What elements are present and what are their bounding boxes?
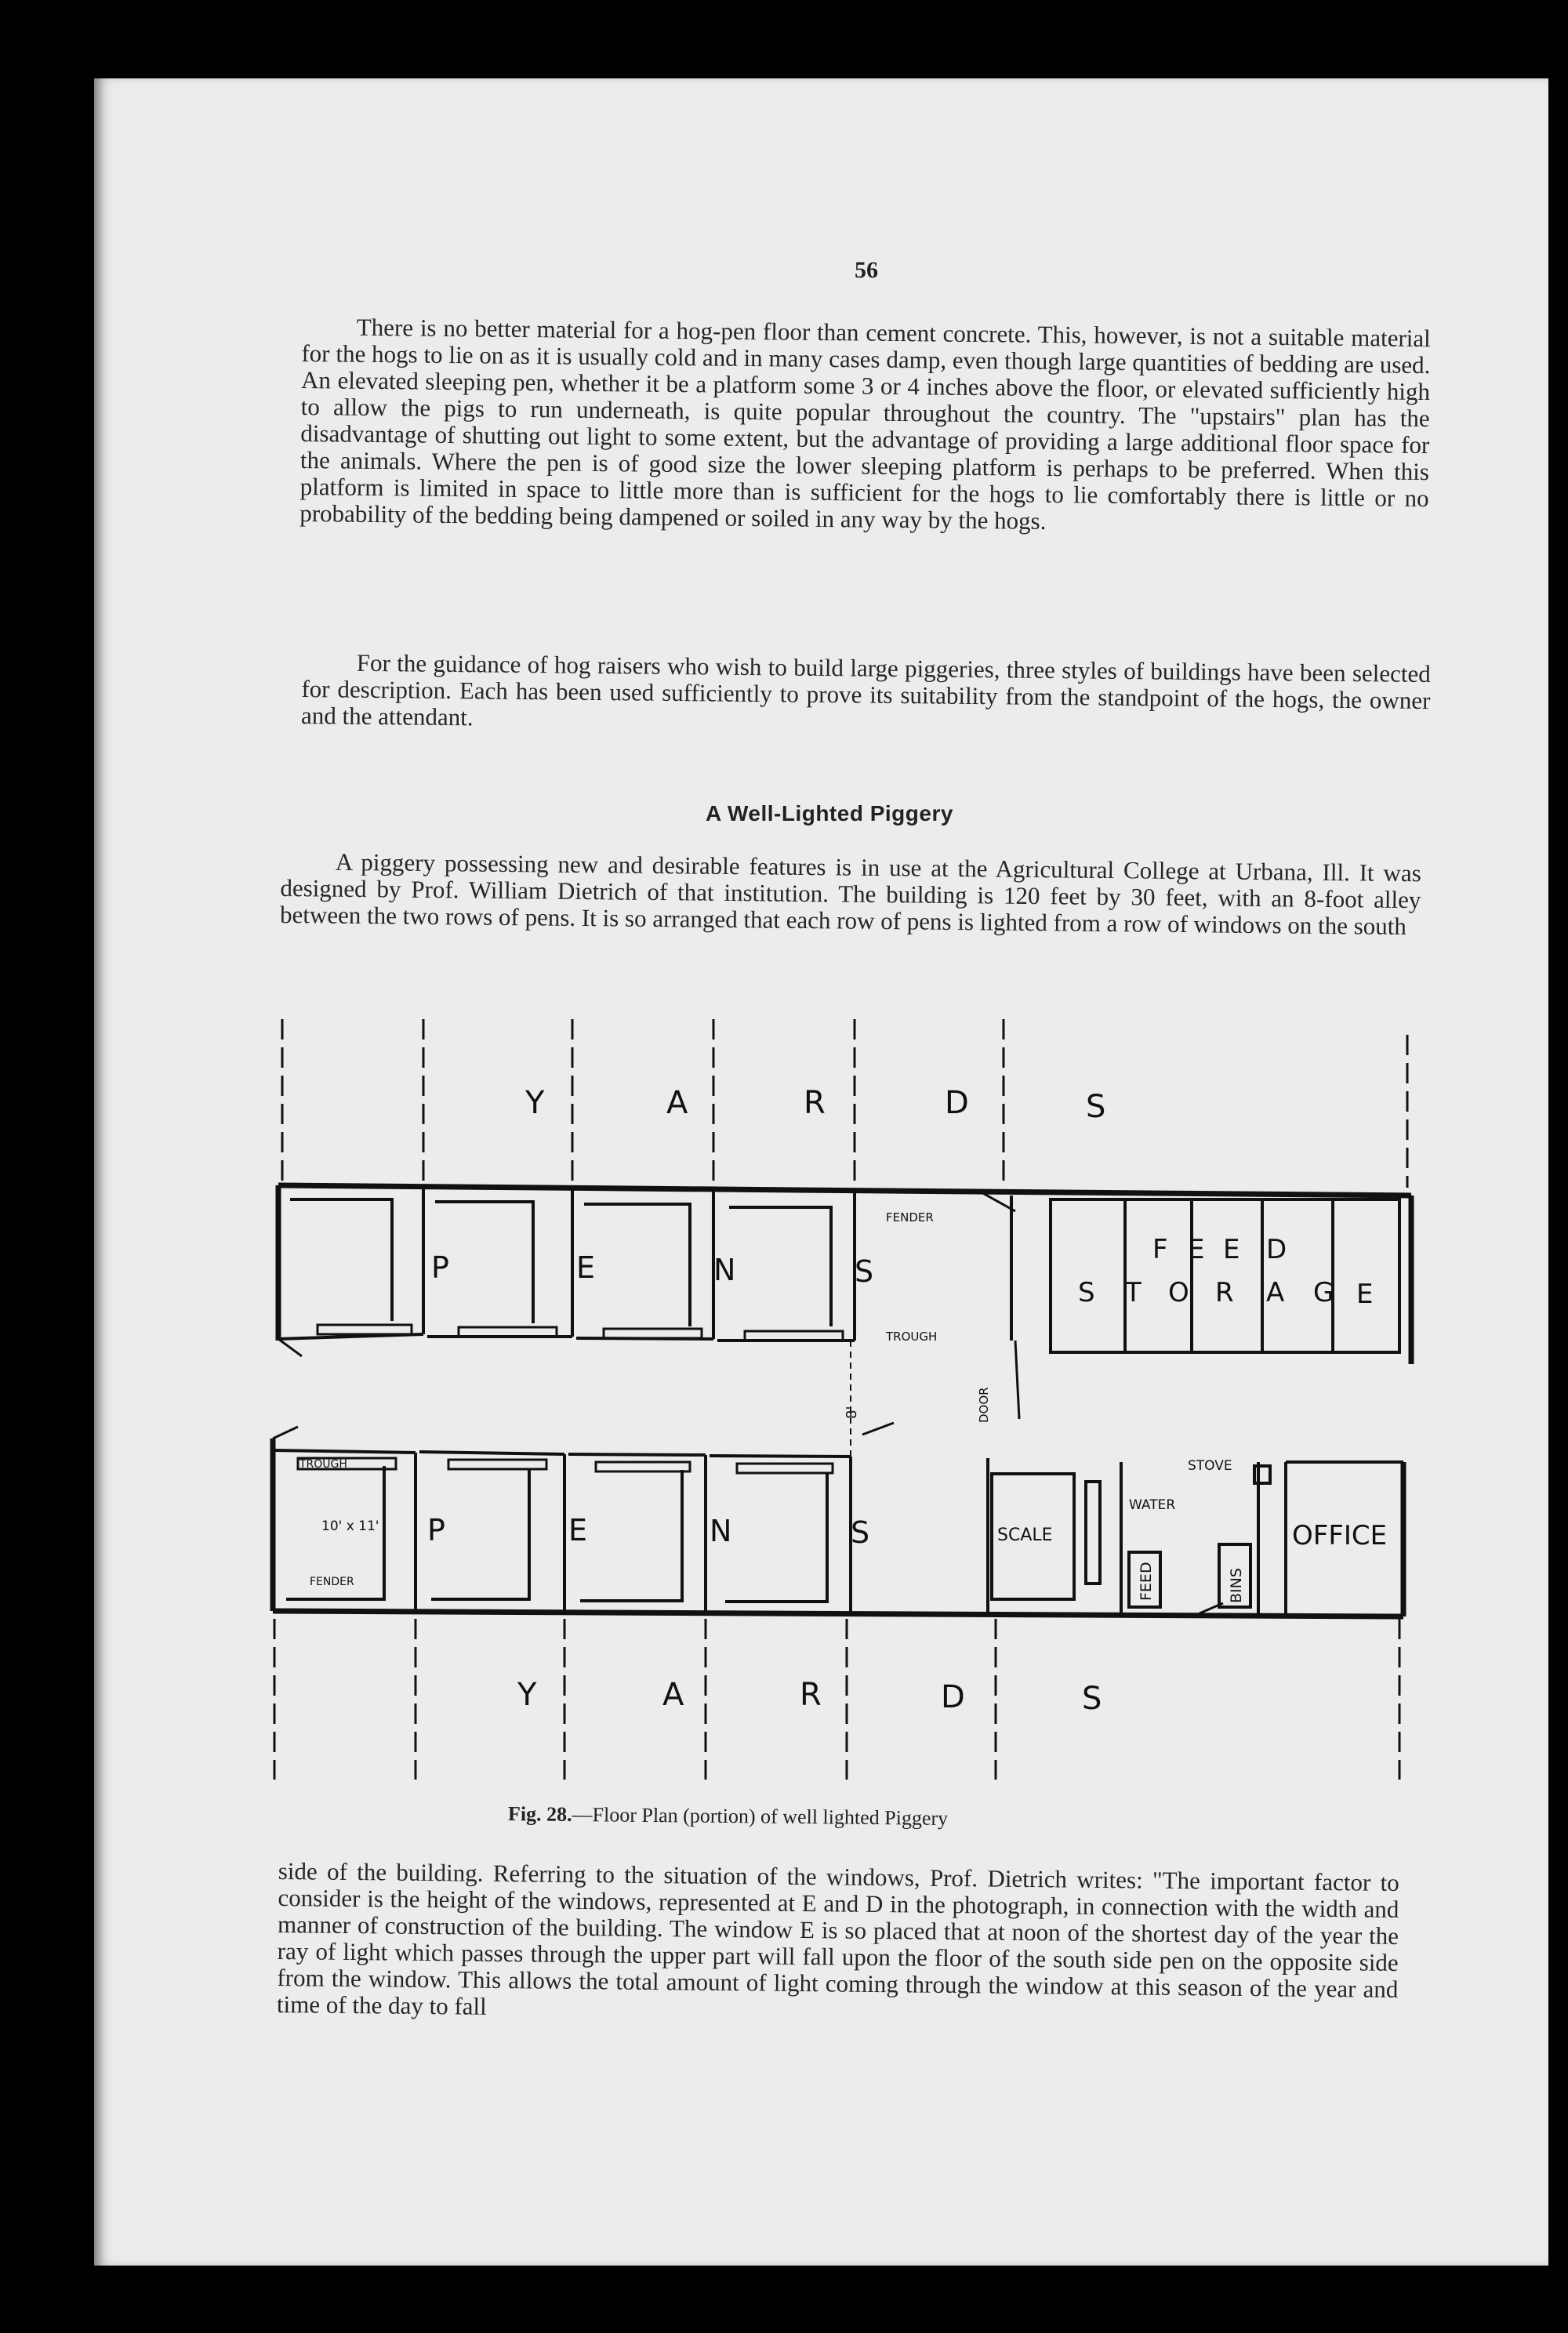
figure-number: Fig. 28. xyxy=(507,1802,572,1826)
storage-letter-2: T xyxy=(1125,1277,1142,1308)
trough-bottom-label: TROUGH xyxy=(299,1458,347,1471)
yards-top-letter-5: S xyxy=(1086,1089,1106,1125)
yards-top-letter-4: D xyxy=(945,1085,969,1121)
fender-bottom-label: FENDER xyxy=(310,1576,354,1588)
storage-letter-7: E xyxy=(1356,1279,1374,1310)
yards-bottom-letter-3: R xyxy=(800,1677,822,1713)
feed-bin-label: FEED xyxy=(1138,1562,1155,1601)
feed-letter-3: E xyxy=(1223,1234,1240,1265)
storage-letter-4: R xyxy=(1215,1277,1234,1308)
yards-top-letter-2: A xyxy=(666,1085,688,1121)
section-heading: A Well-Lighted Piggery xyxy=(706,801,953,825)
top-pens-labels xyxy=(431,1250,873,1289)
yards-bottom-letter-4: D xyxy=(941,1679,965,1715)
yards-bottom-letter-5: S xyxy=(1082,1681,1102,1717)
yards-bottom-letter-1: Y xyxy=(517,1677,537,1713)
feed-storage-rooms xyxy=(1051,1199,1399,1352)
paragraph-guidance: For the guidance of hog raisers who wish to build large piggeries, three styles of buildings have been selected for description. Each has been used sufficiently to prove its suitability from the standpoint of the hogs, the owner and the attendant. xyxy=(300,648,1431,731)
scale-label: SCALE xyxy=(997,1526,1053,1545)
pens-bottom-letter-3: N xyxy=(710,1514,732,1548)
feed-letter-1: F xyxy=(1152,1234,1168,1265)
fender-top-label: FENDER xyxy=(886,1210,934,1225)
yards-bottom-letter-2: A xyxy=(662,1677,684,1713)
pens-top-letter-2: E xyxy=(576,1250,596,1285)
floor-plan-figure xyxy=(267,1011,1427,1795)
bottom-pen-partitions xyxy=(273,1450,988,1613)
feed-letter-2: E xyxy=(1188,1234,1205,1265)
pens-bottom-letter-2: E xyxy=(568,1513,588,1547)
bottom-pens-labels xyxy=(427,1513,869,1550)
bottom-yard-labels xyxy=(517,1677,1102,1717)
storage-letter-1: S xyxy=(1078,1277,1095,1308)
yards-top-letter-3: R xyxy=(804,1085,826,1121)
storage-letter-6: G xyxy=(1313,1277,1334,1308)
pens-bottom-letter-4: S xyxy=(851,1515,870,1550)
top-yard-labels xyxy=(524,1085,1105,1125)
bottom-yard-dividers xyxy=(274,1619,1399,1780)
page-number: 56 xyxy=(855,257,878,283)
pens-bottom-letter-1: P xyxy=(427,1513,445,1547)
pen-size-label: 10' x 11' xyxy=(321,1518,379,1534)
paragraph-hog-pen-floors: There is no better material for a hog-pen floor than cement concrete. This, however, is not a suitable material for the hogs to lie on as it is usually cold and in many cases damp, even though large quantities of bedding are used. An elevated sleeping pen, whether it be a platform some 3 or 4 inches above the floor, or elevated sufficiently high to allow the pigs to run underneath, is quite popular throughout the country. The "upstairs" plan has the disadvantage of shutting out light to some extent, but the advantage of providing a large additional floor space for the animals. Where the pen is of good size the lower sleeping platform is perhaps to be preferred. When this platform is limited in space to little more than is sufficient for the hogs to lie comfortably there is little or no probability of the bedding being dampened or soiled in any way by the hogs. xyxy=(299,313,1431,535)
top-yard-dividers xyxy=(282,1019,1407,1188)
feed-storage-labels xyxy=(1078,1234,1373,1310)
paragraph-urbana-piggery: A piggery possessing new and desirable features is in use at the Agricultural College at Urbana, Ill. It was designed by Prof. William Dietrich of that institution. The building is 120 feet by 30 feet, with an 8-foot alley between the two rows of pens. It is so arranged that each row of pens is lighted from a row of windows on the south xyxy=(279,847,1421,941)
figure-caption-text: —Floor Plan (portion) of well lighted Piggery xyxy=(572,1802,949,1830)
pens-top-letter-3: N xyxy=(713,1253,736,1287)
paragraph-window-placement: side of the building. Referring to the situation of the windows, Prof. Dietrich writes: "The important factor to consider is the height of the windows, represented at E and D in the photograph, in connection with the width and manner of construction of the building. The window E is so placed that at noon of the shortest day of the year the ray of light which passes through the upper part will fall upon the floor of the south side pen on the opposite side from the window. This allows the total amount of light coming through the window at this season of the year and time of the day to fall xyxy=(276,1857,1399,2020)
stove-label: STOVE xyxy=(1188,1458,1232,1474)
trough-top-label: TROUGH xyxy=(886,1330,938,1344)
pens-top-letter-4: S xyxy=(855,1254,874,1289)
bins-label: BINS xyxy=(1228,1568,1245,1603)
office-label: OFFICE xyxy=(1292,1520,1388,1551)
storage-letter-3: O xyxy=(1168,1277,1189,1308)
alley-width-label: 8' xyxy=(844,1406,860,1419)
water-label: WATER xyxy=(1129,1497,1176,1513)
yards-top-letter-1: Y xyxy=(525,1085,545,1121)
door-label: DOOR xyxy=(977,1387,991,1423)
figure-caption xyxy=(508,1802,948,1830)
storage-letter-5: A xyxy=(1266,1277,1285,1308)
feed-letter-4: D xyxy=(1266,1234,1287,1265)
pens-top-letter-1: P xyxy=(431,1250,449,1285)
floor-plan-drawing xyxy=(267,1011,1427,1795)
